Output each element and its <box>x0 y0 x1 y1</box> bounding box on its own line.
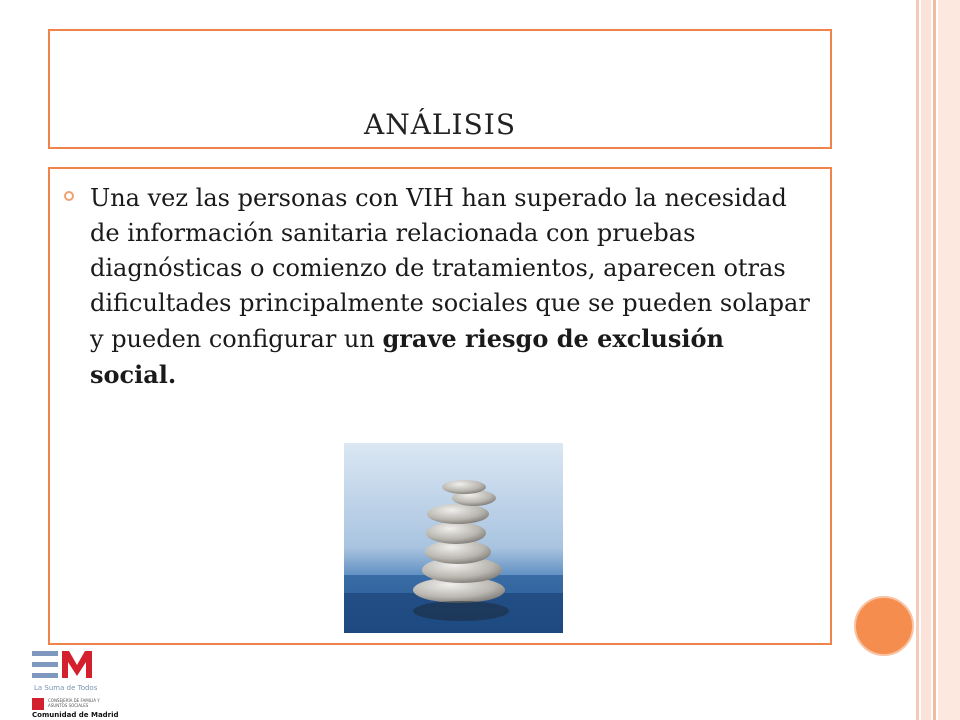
decor-stripe <box>916 0 919 720</box>
title-box <box>48 29 832 149</box>
flag-icon <box>32 698 44 710</box>
logo-name: Comunidad de Madrid <box>32 711 119 719</box>
balanced-stones-image <box>344 443 563 633</box>
decor-stripe <box>933 0 936 720</box>
body-paragraph <box>90 181 816 393</box>
decor-stripe <box>921 0 931 720</box>
logo-tagline: La Suma de Todos <box>34 684 98 692</box>
logo-department: CONSEJERÍA DE FAMILIA Y ASUNTOS SOCIALES <box>48 698 100 708</box>
decor-circle <box>854 596 914 656</box>
logo-mark-icon <box>32 648 102 682</box>
decor-stripe <box>938 0 960 720</box>
comunidad-madrid-logo <box>30 648 140 718</box>
paragraph-bold-text: grave riesgo de exclusión social. <box>90 324 724 389</box>
bullet-icon <box>64 191 74 201</box>
stones-picture <box>344 443 563 633</box>
paragraph-text: Una vez las personas con VIH han superado la necesidad de información sanitaria relacionada con pruebas diagnósticas o comienzo de tratamientos, aparecen otras dificultades principalmente sociales que se pueden solapar y pueden configurar un <box>90 184 810 353</box>
slide-title: ANÁLISIS <box>363 108 517 141</box>
